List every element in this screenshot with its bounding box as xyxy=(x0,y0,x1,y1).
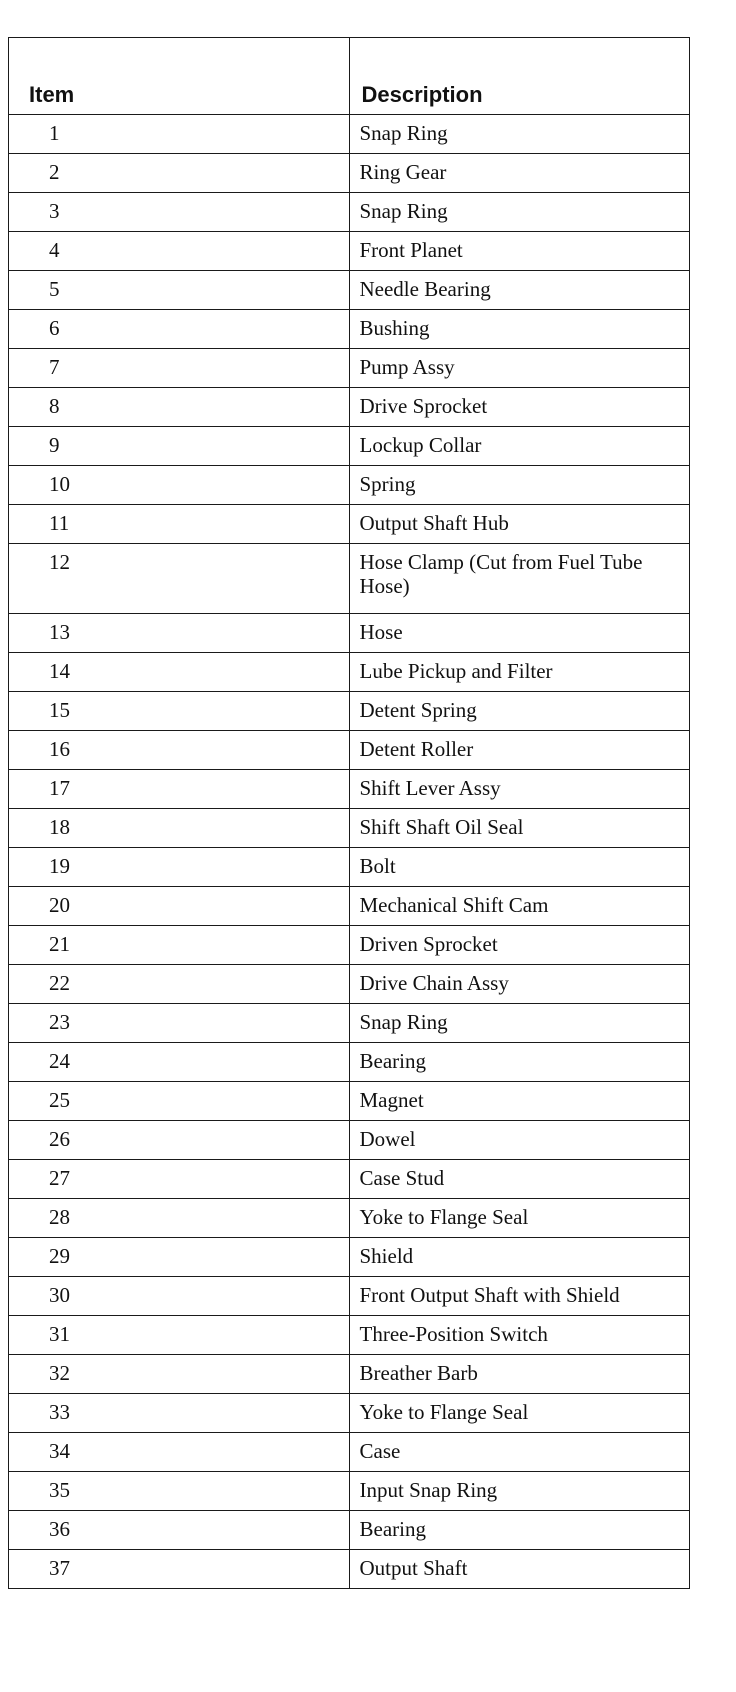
table-row xyxy=(9,427,690,466)
table-row xyxy=(9,1277,690,1316)
description-cell: Bolt xyxy=(349,848,690,887)
table-row xyxy=(9,388,690,427)
description-cell: Three-Position Switch xyxy=(349,1316,690,1355)
description-cell: Bushing xyxy=(349,310,690,349)
description-cell: Input Snap Ring xyxy=(349,1472,690,1511)
item-number-cell: 26 xyxy=(9,1121,350,1160)
item-number-cell: 10 xyxy=(9,466,350,505)
table-row xyxy=(9,1238,690,1277)
table-row xyxy=(9,692,690,731)
table-row xyxy=(9,1043,690,1082)
table-row xyxy=(9,653,690,692)
item-number-cell: 13 xyxy=(9,614,350,653)
table-row xyxy=(9,1121,690,1160)
item-number-cell: 29 xyxy=(9,1238,350,1277)
description-cell: Bearing xyxy=(349,1043,690,1082)
item-number-cell: 24 xyxy=(9,1043,350,1082)
description-cell: Output Shaft xyxy=(349,1550,690,1589)
item-number-cell: 21 xyxy=(9,926,350,965)
item-number-cell: 34 xyxy=(9,1433,350,1472)
description-cell: Drive Sprocket xyxy=(349,388,690,427)
item-number-cell: 31 xyxy=(9,1316,350,1355)
item-number-cell: 35 xyxy=(9,1472,350,1511)
description-cell: Yoke to Flange Seal xyxy=(349,1394,690,1433)
description-cell: Output Shaft Hub xyxy=(349,505,690,544)
table-row xyxy=(9,770,690,809)
description-cell: Bearing xyxy=(349,1511,690,1550)
table-row xyxy=(9,926,690,965)
item-number-cell: 5 xyxy=(9,271,350,310)
description-cell: Shield xyxy=(349,1238,690,1277)
table-row xyxy=(9,965,690,1004)
description-cell: Dowel xyxy=(349,1121,690,1160)
description-cell: Snap Ring xyxy=(349,193,690,232)
table-header xyxy=(9,38,690,115)
description-cell: Detent Spring xyxy=(349,692,690,731)
description-cell: Mechanical Shift Cam xyxy=(349,887,690,926)
table-row xyxy=(9,505,690,544)
item-number-cell: 2 xyxy=(9,154,350,193)
item-number-cell: 28 xyxy=(9,1199,350,1238)
table-row xyxy=(9,848,690,887)
table-row xyxy=(9,1355,690,1394)
table-row xyxy=(9,1511,690,1550)
description-cell: Breather Barb xyxy=(349,1355,690,1394)
table-row xyxy=(9,1550,690,1589)
item-number-cell: 12 xyxy=(9,544,350,614)
table-row xyxy=(9,544,690,614)
item-number-cell: 22 xyxy=(9,965,350,1004)
table-row xyxy=(9,1004,690,1043)
description-cell: Shift Lever Assy xyxy=(349,770,690,809)
description-cell: Case Stud xyxy=(349,1160,690,1199)
item-number-cell: 33 xyxy=(9,1394,350,1433)
item-number-cell: 19 xyxy=(9,848,350,887)
table-row xyxy=(9,271,690,310)
table-row xyxy=(9,115,690,154)
description-cell: Driven Sprocket xyxy=(349,926,690,965)
table-row xyxy=(9,1082,690,1121)
table-row xyxy=(9,887,690,926)
description-cell: Pump Assy xyxy=(349,349,690,388)
parts-list-table xyxy=(8,37,690,1589)
item-number-cell: 30 xyxy=(9,1277,350,1316)
description-cell: Drive Chain Assy xyxy=(349,965,690,1004)
description-cell: Front Planet xyxy=(349,232,690,271)
item-number-cell: 16 xyxy=(9,731,350,770)
table-row xyxy=(9,1160,690,1199)
description-cell: Spring xyxy=(349,466,690,505)
table-body xyxy=(9,115,690,1589)
table-row xyxy=(9,1199,690,1238)
item-number-cell: 36 xyxy=(9,1511,350,1550)
table-row xyxy=(9,154,690,193)
table-row xyxy=(9,232,690,271)
item-number-cell: 9 xyxy=(9,427,350,466)
description-cell: Case xyxy=(349,1433,690,1472)
item-number-cell: 4 xyxy=(9,232,350,271)
table-row xyxy=(9,1394,690,1433)
item-number-cell: 25 xyxy=(9,1082,350,1121)
description-cell: Hose xyxy=(349,614,690,653)
description-cell: Snap Ring xyxy=(349,1004,690,1043)
table-row xyxy=(9,1472,690,1511)
item-number-cell: 14 xyxy=(9,653,350,692)
table-row xyxy=(9,1316,690,1355)
description-cell: Ring Gear xyxy=(349,154,690,193)
item-number-cell: 23 xyxy=(9,1004,350,1043)
description-column-header: Description xyxy=(349,38,690,115)
description-cell: Hose Clamp (Cut from Fuel Tube Hose) xyxy=(349,544,690,614)
item-number-cell: 27 xyxy=(9,1160,350,1199)
description-cell: Lockup Collar xyxy=(349,427,690,466)
table-row xyxy=(9,310,690,349)
description-cell: Needle Bearing xyxy=(349,271,690,310)
item-number-cell: 3 xyxy=(9,193,350,232)
item-number-cell: 37 xyxy=(9,1550,350,1589)
description-cell: Yoke to Flange Seal xyxy=(349,1199,690,1238)
description-cell: Shift Shaft Oil Seal xyxy=(349,809,690,848)
table-row xyxy=(9,349,690,388)
item-number-cell: 7 xyxy=(9,349,350,388)
item-number-cell: 11 xyxy=(9,505,350,544)
item-number-cell: 17 xyxy=(9,770,350,809)
description-cell: Magnet xyxy=(349,1082,690,1121)
header-row xyxy=(9,38,690,115)
item-number-cell: 1 xyxy=(9,115,350,154)
table-row xyxy=(9,1433,690,1472)
table-row xyxy=(9,193,690,232)
description-cell: Detent Roller xyxy=(349,731,690,770)
table-row xyxy=(9,466,690,505)
item-number-cell: 18 xyxy=(9,809,350,848)
item-number-cell: 8 xyxy=(9,388,350,427)
item-column-header: Item xyxy=(9,38,350,115)
description-cell: Snap Ring xyxy=(349,115,690,154)
item-number-cell: 20 xyxy=(9,887,350,926)
description-cell: Front Output Shaft with Shield xyxy=(349,1277,690,1316)
item-number-cell: 6 xyxy=(9,310,350,349)
table-row xyxy=(9,731,690,770)
table-row xyxy=(9,809,690,848)
item-number-cell: 32 xyxy=(9,1355,350,1394)
table-row xyxy=(9,614,690,653)
description-cell: Lube Pickup and Filter xyxy=(349,653,690,692)
item-number-cell: 15 xyxy=(9,692,350,731)
